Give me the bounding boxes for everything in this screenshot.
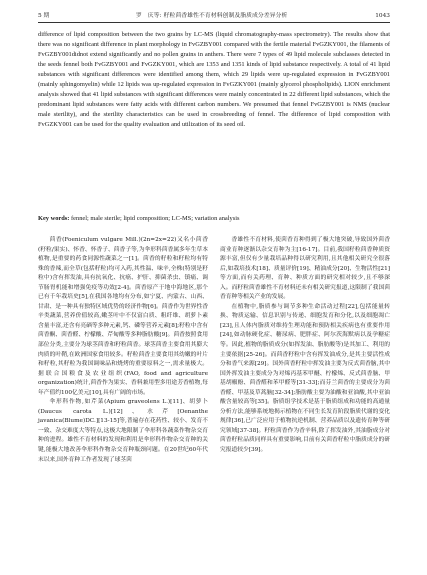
running-header	[38, 10, 390, 23]
keywords-text: fennel; male sterile; lipid composition; LC-MS; variation analysis	[71, 215, 240, 222]
body-paragraph: 茴香(Foeniculum vulgare Mill.)(2n=2x=22)又名小茴香(籽粒/果实)、怀香、怀香子、茴香子等,为伞形科茴香属多年生草本植物,是重要的药食同源性蔬菜之一[1]。茴香的籽粒和籽粒均有特殊的香辣,而全草(包括籽粒)均可入药,其性温、味辛,全株(特别是籽粒中)含有挥发油,具有抗氧化、抗癌、护肝、抑菌杀虫、镇痛、调节肠胃机能和增强免疫等功效[2-4]。茴香原产于地中海地区,那个已有千年栽培史[5],在我国各地均有分布,如宁夏、内蒙古、山西、甘肃、是一种具有独特区域优势的经济作物[6]。茴香作为世界性香辛类蔬菜,营养价值较高,嫩茎叶中不仅富白质、粗纤维、胡萝卜素含量丰富,还含有亮硒等多种元素,钙、磷等营养元素[8];籽粒中含有茴香酮、茴香醛、柠檬酸、芹甸酸等多种脂肪酸[9]。茴香按照食用部位分类,主要分为球茎茴香和籽粒茴香。球茎茴香主要食用其膨大肉质的叶鞘,在欧洲国家食用较多。籽粒茴香主要食用其幼嫩的叶片和籽粒,其籽粒为我国调味品和烧烤的重要原料之一,需求量极大。据联合国粮食及农业组织(FAO, food and agriculture organization)统计,茴香作为果实、香料兼用型多用途芳香植物,每年产值约100亿美元[10],具有广阔的市场。	[38, 237, 208, 396]
body-paragraph: 香雄性不育材料,使茴香育种得到了极大地突破,导致国外茴香商业育种逐渐以杂交育种为主[16-17]。目前,我国籽粒茴香种质资源丰富,但仅有少量栽培品种得以研究利用,且其他相关研究全很落后,如栽培技术[18]、质量评价[19]、精油成分[20]、生物活性[21]等方面,而有关药理、育种、种质方面的研究相对较少,且不够深入。而籽粒茴香雄性不育材料还未有相关研究报道,这限制了我国茴香育种等相关产业的发展。	[220, 237, 390, 301]
keywords-line	[38, 214, 390, 224]
keywords-label: Key words:	[38, 215, 70, 222]
issue-number: 5 期	[38, 13, 50, 19]
page-number: 1043	[375, 13, 390, 19]
abstract-text: difference of lipid composition between the two grains by LC-MS (liquid chromatography-mass spectrometry). The results show that there was no significant difference in plant morphology in FvGZBY001 compared with the fertile material FvGZKY001, the filaments of FvGZBY001didnot extend significantly and no pollen grains in anthers. There were 7 types of 49 lipid molecule subclasses detected in the seeds fennel both FvGZBY001 and FvGZKY001, which are 1353 and 1351 kinds of lipid substance respectively. A total of 41 lipid substances with significant differences were identified among them, which 29 lipids were up-regulated expression in FvGZBY001 (mainly sphingomyelin) while 12 lipids was up-regulated expression in FvGZKY001 (mainly glycerol phospholipids). LION enrichment analysis showed that 41 lipid substances with significant differences were mainly concentrated in 22 different lipid substances, which the predominant lipid substances were fatty acids with different carbon numbers. We presumed that fennel FvGZBY001 is NMS (nuclear male sterility), and the sterility characteristics can be used in crossbreeding of fennel. The difference of lipid composition with FvGZKY001 can be used for the quality evaluation and utilization of its seed oil.	[38, 31, 390, 129]
body-column-right	[220, 236, 390, 456]
body-paragraph: 伞形科作物,如芹菜(Apium graveolens L.)[11]、胡萝卜(Daucus carota L.)[12]、水芹[Oenanthe javanica(Blume)DC.][13-15]等,普遍存在花药性、较小、发育不一致、杂交难度大等特点,这极大地限制了伞形科各蔬菜作物杂交育种的进程。雄性不育材料的发现和利用是伞形科作物杂交育种的关键,能极大地改善伞形科作物杂交育种瓶颈问题。在20世纪60年代末以来,国外育种工作者发现了球茎茴	[38, 399, 208, 463]
english-abstract	[38, 30, 390, 130]
body-column-left	[38, 236, 208, 465]
body-paragraph: 在植物中,脂质参与调节多种生命活动过程[22],包括能量转换、物质运输、信息识别与传递、细胞发育和分化,以及细胞凋亡[23],且人体内脂质对维持生理功能和预防相关疾病也有重要作用[24],如动脉硬化症、糖尿病、肥胖症、阿尔茨海默病以及孕糖症等。因此,植物的脂质成分(如挥发油、脂肪酸等)是其加工、利用的主要依据[25-26]。而茴香籽粒中含有挥发油成分,是其主要活性成分和香气来源[29]。国外茴香籽粒中挥发油主要为反式茴香脑,其中国外挥发油主要成分为对烯丙基苯甲醚、柠檬烯、反式茴香脑、甲基胡椒酚、茴香醛和苯甲醛等[31-33];而芬兰茴香的主要成分为茴香醛、甲基及草蒿脑[32-34];脂肪酸主要为油酸和亚油酸,其中亚油酸含量较高等[35]。脂质组学技术是基于脂质组成和功能的高通量分析方法,能够系统地揭示植物在不同生长发育阶段脂质代谢的变化规律[36],已广泛应用于植物抗逆机制、营养品质以及遗传育种等研究领域[37-38]。籽粒茴香作为香辛料,除了挥发油外,其油脂成分对茴香籽粒品质同样具有重要影响,目前有关茴香籽粒中脂质成分的研究报道较少[39]。	[220, 303, 390, 454]
running-title: 罗 庆等: 籽粒茴香雄性不育材料创制及脂质成分差异分析	[136, 13, 288, 19]
